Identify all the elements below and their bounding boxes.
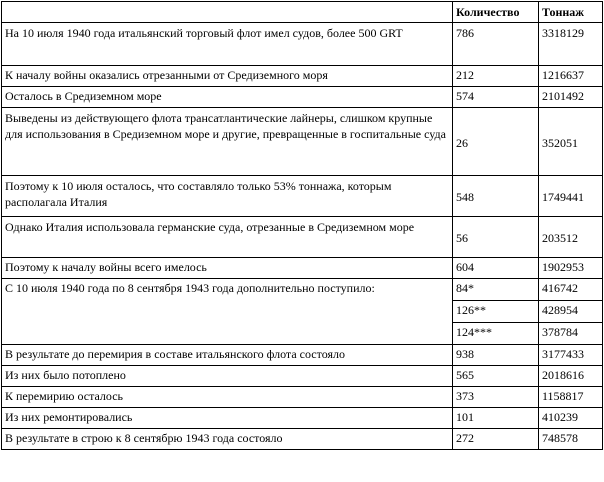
header-row — [2, 2, 603, 23]
row-tonnage: 748578 — [539, 429, 603, 450]
row-tonnage: 378784 — [539, 323, 603, 345]
table-row — [2, 387, 603, 408]
row-count: 101 — [453, 408, 539, 429]
row-label: С 10 июля 1940 года по 8 сентября 1943 года дополнительно поступило: — [2, 279, 453, 345]
header-count: Количество — [453, 2, 539, 23]
row-label: Однако Италия использовала германские суда, отрезанные в Средиземном море — [2, 217, 453, 258]
row-tonnage: 1749441 — [539, 176, 603, 217]
row-label: К перемирию осталось — [2, 387, 453, 408]
row-tonnage: 1158817 — [539, 387, 603, 408]
row-tonnage: 416742 — [539, 279, 603, 301]
table-row — [2, 23, 603, 66]
header-tonnage: Тоннаж — [539, 2, 603, 23]
row-tonnage: 203512 — [539, 217, 603, 258]
row-count: 26 — [453, 108, 539, 176]
table-row — [2, 279, 603, 301]
row-tonnage: 1902953 — [539, 258, 603, 279]
row-count: 938 — [453, 345, 539, 366]
table-row — [2, 429, 603, 450]
header-description — [2, 2, 453, 23]
row-tonnage: 1216637 — [539, 66, 603, 87]
row-label: В результате в строю к 8 сентябрю 1943 года состояло — [2, 429, 453, 450]
row-tonnage: 428954 — [539, 301, 603, 323]
row-count: 126** — [453, 301, 539, 323]
row-count: 373 — [453, 387, 539, 408]
row-tonnage: 352051 — [539, 108, 603, 176]
row-count: 786 — [453, 23, 539, 66]
row-count: 565 — [453, 366, 539, 387]
table-row — [2, 258, 603, 279]
table-row — [2, 87, 603, 108]
merchant-fleet-table — [1, 1, 603, 450]
row-tonnage: 2018616 — [539, 366, 603, 387]
row-label: Поэтому к началу войны всего имелось — [2, 258, 453, 279]
row-count: 84* — [453, 279, 539, 301]
table-row — [2, 66, 603, 87]
row-label: К началу войны оказались отрезанными от Средиземного моря — [2, 66, 453, 87]
row-tonnage: 3177433 — [539, 345, 603, 366]
row-count: 548 — [453, 176, 539, 217]
row-label: Из них было потоплено — [2, 366, 453, 387]
table-row — [2, 108, 603, 176]
row-label: На 10 июля 1940 года итальянский торговый флот имел судов, более 500 GRT — [2, 23, 453, 66]
table-row — [2, 217, 603, 258]
row-label: В результате до перемирия в составе итальянского флота состояло — [2, 345, 453, 366]
table-row — [2, 345, 603, 366]
table-row — [2, 176, 603, 217]
row-label: Из них ремонтировались — [2, 408, 453, 429]
row-label: Выведены из действующего флота трансатлантические лайнеры, слишком крупные для использования в Средиземном море и другие, превращенные в госпитальные суда — [2, 108, 453, 176]
row-tonnage: 410239 — [539, 408, 603, 429]
row-label: Поэтому к 10 июля осталось, что составляло только 53% тоннажа, которым располагала Италия — [2, 176, 453, 217]
row-count: 574 — [453, 87, 539, 108]
row-count: 56 — [453, 217, 539, 258]
row-count: 604 — [453, 258, 539, 279]
row-count: 212 — [453, 66, 539, 87]
table-row — [2, 408, 603, 429]
row-tonnage: 2101492 — [539, 87, 603, 108]
table-row — [2, 366, 603, 387]
row-label: Осталось в Средиземном море — [2, 87, 453, 108]
row-tonnage: 3318129 — [539, 23, 603, 66]
row-count: 124*** — [453, 323, 539, 345]
row-count: 272 — [453, 429, 539, 450]
